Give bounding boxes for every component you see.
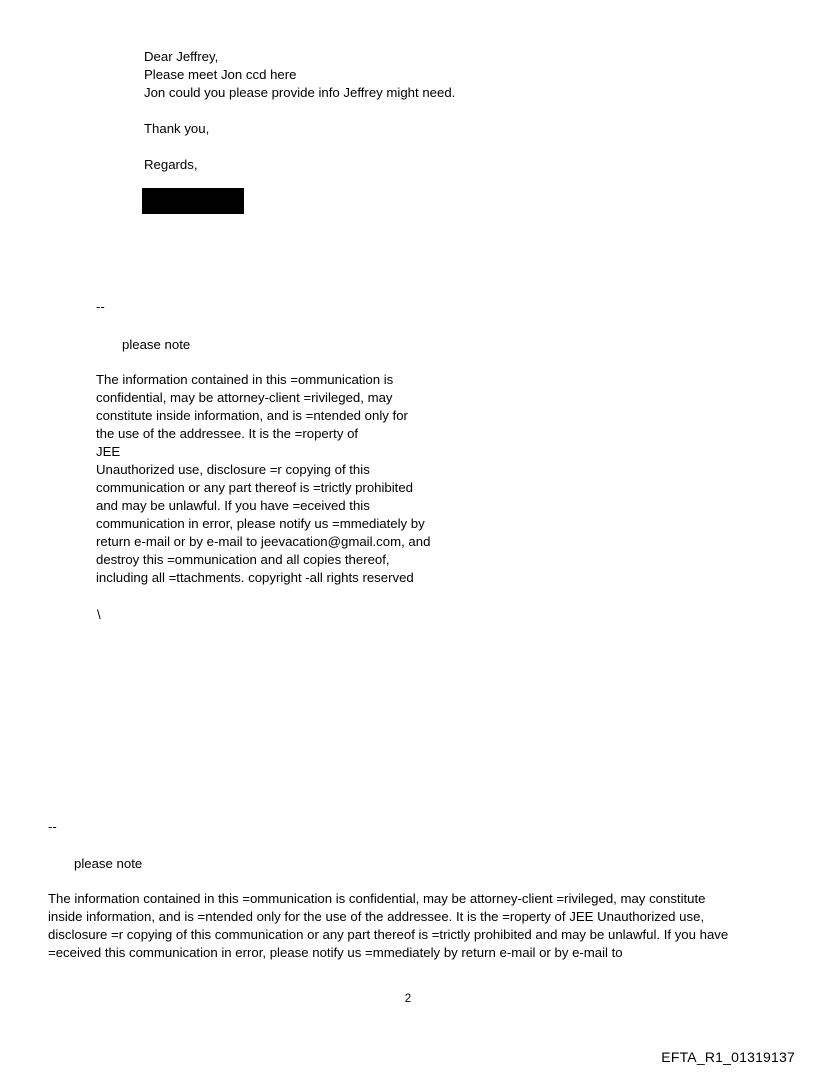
- disclaimer-line: The information contained in this =ommunication is confidential, may be attorney-client =rivileged, may constitute: [48, 891, 706, 906]
- disclaimer-line: confidential, may be attorney-client =rivileged, may: [96, 390, 393, 405]
- greeting: Dear Jeffrey,: [144, 49, 219, 64]
- note-heading: please note: [74, 856, 143, 871]
- disclaimer-line: disclosure =r copying of this communication or any part thereof is =trictly prohibited and may be unlawful. If you have: [48, 927, 729, 942]
- disclaimer-line: =eceived this communication in error, please notify us =mmediately by return e-mail or by e-mail to: [48, 945, 623, 960]
- page-number: 2: [404, 993, 412, 1005]
- disclaimer-line: JEE: [96, 444, 121, 459]
- disclaimer-line: inside information, and is =ntended only for the use of the addressee. It is the =roperty of JEE Unauthorized use,: [48, 909, 705, 924]
- disclaimer-line: destroy this =ommunication and all copies thereof,: [96, 552, 390, 567]
- stray-backslash: \: [97, 607, 101, 622]
- bates-number: EFTA_R1_01319137: [661, 1049, 795, 1065]
- disclaimer-line: communication in error, please notify us =mmediately by: [96, 516, 425, 531]
- sign-off-thanks: Thank you,: [144, 121, 210, 136]
- letter-line: Jon could you please provide info Jeffrey might need.: [144, 85, 456, 100]
- disclaimer-line: including all =ttachments. copyright -all rights reserved: [96, 570, 414, 585]
- redaction-block: [142, 188, 244, 214]
- letter-line: Please meet Jon ccd here: [144, 67, 297, 82]
- disclaimer-line: and may be unlawful. If you have =eceived this: [96, 498, 370, 513]
- disclaimer-line: The information contained in this =ommunication is: [96, 372, 394, 387]
- note-heading: please note: [122, 337, 191, 352]
- disclaimer-line: return e-mail or by e-mail to jeevacation@gmail.com, and: [96, 534, 431, 549]
- disclaimer-line: the use of the addressee. It is the =roperty of: [96, 426, 359, 441]
- signature-separator: --: [48, 819, 57, 834]
- disclaimer-line: constitute inside information, and is =ntended only for: [96, 408, 408, 423]
- disclaimer-line: Unauthorized use, disclosure =r copying of this: [96, 462, 370, 477]
- disclaimer-line: communication or any part thereof is =trictly prohibited: [96, 480, 414, 495]
- sign-off-regards: Regards,: [144, 157, 198, 172]
- signature-separator: --: [96, 299, 105, 314]
